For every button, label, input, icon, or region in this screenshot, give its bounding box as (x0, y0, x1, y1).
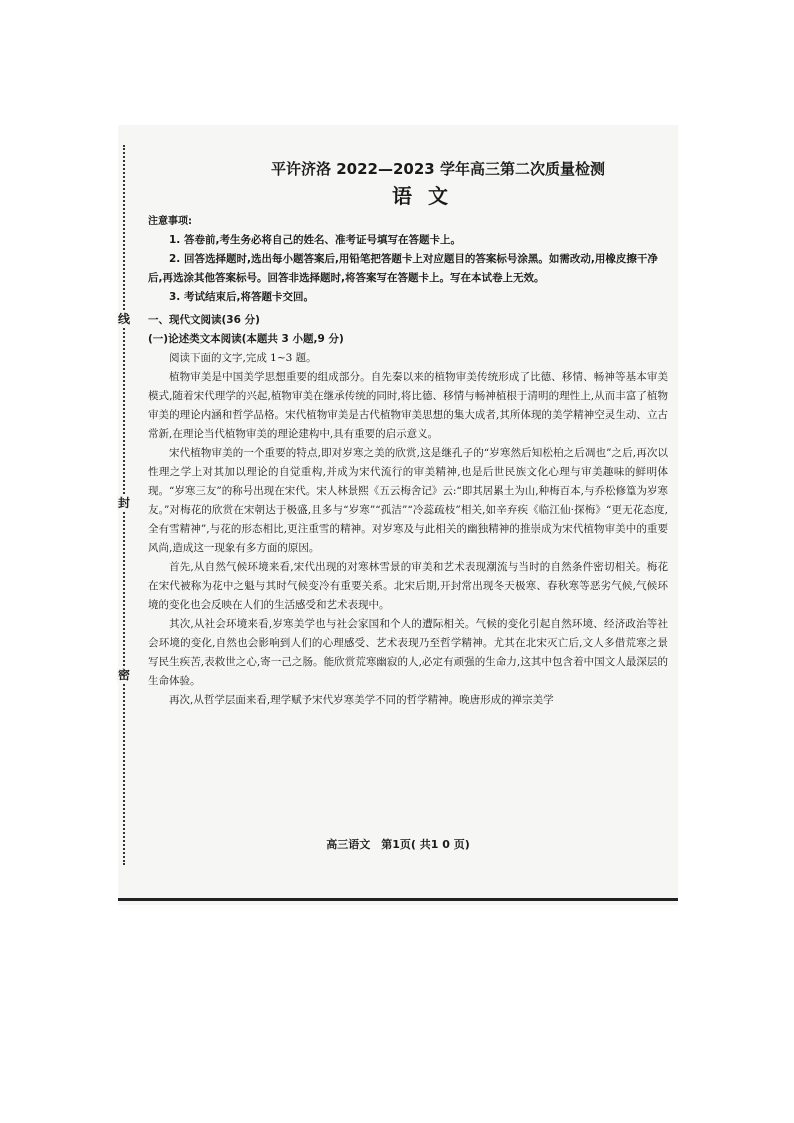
notice-item: 2. 回答选择题时,选出每小题答案后,用铅笔把答题卡上对应题目的答案标号涂黑。如需改动,用橡皮擦干净后,再选涂其他答案标号。回答非选择题时,将答案写在答题卡上。写在本试卷上无效。 (148, 253, 658, 284)
section-heading: 一、现代文阅读(36 分) (148, 314, 260, 326)
notice-item: 1. 答卷前,考生务必将自己的姓名、准考证号填写在答题卡上。 (169, 234, 461, 246)
exam-content (148, 158, 668, 710)
page-footer: 高三语文 第1页( 共1 0 页) (326, 838, 470, 851)
passage-paragraph: 其次,从社会环境来看,岁寒美学也与社会家国和个人的遭际相关。气候的变化引起自然环境、经济政治等社会环境的变化,自然也会影响到人们的心理感受、艺术表现乃至哲学精神。尤其在北宋灭亡后,文人多借荒寒之景写民生疾苦,表救世之心,寄一己之肠。能欣赏荒寒幽寂的人,必定有顽强的生命力,这其中包含着中国文人最深层的生命体验。 (148, 618, 668, 687)
notice-heading: 注意事项: (148, 216, 192, 227)
seal-mark-seal: 封 (117, 496, 130, 510)
seal-mark-line: 线 (117, 312, 130, 326)
passage-paragraph: 再次,从哲学层面来看,理学赋予宋代岁寒美学不同的哲学精神。晚唐形成的禅宗美学 (169, 694, 554, 706)
reading-instruction: 阅读下面的文字,完成 1~3 题。 (169, 352, 317, 364)
passage-paragraph: 宋代植物审美的一个重要的特点,即对岁寒之美的欣赏,这是继孔子的“岁寒然后知松柏之后凋也”之后,再次以性理之学上对其加以理论的自觉重构,并成为宋代流行的审美精神,也是后世民族文化心理与审美趣味的鲜明体现。“岁寒三友”的称号出现在宋代。宋人林景熙《五云梅舍记》云:“即其居累土为山,种梅百本,与乔松修篁为岁寒友。”对梅花的欣赏在宋朝达于极盛,且多与“岁寒”“孤洁”“冷蕊疏枝”相关,如辛弃疾《临江仙·探梅》“更无花态度,全有雪精神”,与花的形态相比,更注重雪的精神。对岁寒及与此相关的幽独精神的推崇成为宋代植物审美中的重要风尚,造成这一现象有多方面的原因。 (148, 447, 668, 554)
notice-item: 3. 考试结束后,将答题卡交回。 (169, 291, 314, 303)
subsection-heading: (一)论述类文本阅读(本题共 3 小题,9 分) (148, 333, 344, 345)
passage-paragraph: 植物审美是中国美学思想重要的组成部分。自先秦以来的植物审美传统形成了比德、移情、畅神等基本审美模式,随着宋代理学的兴起,植物审美在继承传统的同时,将比德、移情与畅神植根于清明的理性上,从而丰富了植物审美的理论内涵和哲学品格。宋代植物审美是古代植物审美思想的集大成者,其所体现的美学精神空灵生动、立古常新,在理论当代植物审美的理论建构中,具有重要的启示意义。 (148, 371, 668, 440)
seal-mark-secret: 密 (117, 668, 130, 682)
passage-paragraph: 首先,从自然气候环境来看,宋代出现的对寒林雪景的审美和艺术表现潮流与当时的自然条件密切相关。梅花在宋代被称为花中之魁与其时气候变冷有重要关系。北宋后期,开封常出现冬天极寒、春秋寒等恶劣气候,气候环境的变化也会反映在人们的生活感受和艺术表现中。 (148, 561, 668, 611)
exam-title: 平许济洛 2022—2023 学年高三第二次质量检测 (271, 160, 605, 178)
exam-subject: 语文 (392, 184, 464, 208)
bottom-rule (118, 898, 678, 901)
